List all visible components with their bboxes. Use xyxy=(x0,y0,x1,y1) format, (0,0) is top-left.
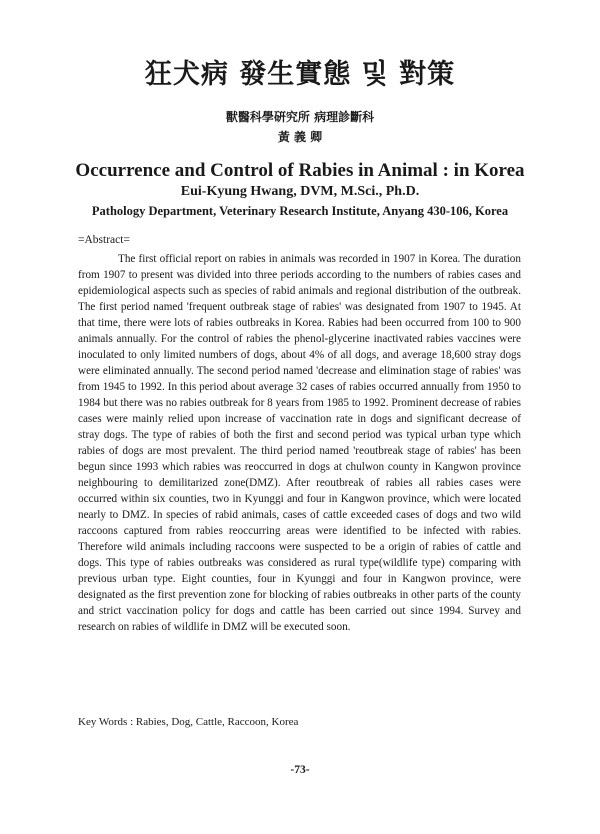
english-author: Eui-Kyung Hwang, DVM, M.Sci., Ph.D. xyxy=(180,184,420,199)
english-title: Occurrence and Control of Rabies in Animal : in Korea xyxy=(75,160,525,181)
english-affiliation: Pathology Department, Veterinary Research Institute, Anyang 430-106, Korea xyxy=(91,204,509,218)
abstract-body: The first official report on rabies in animals was recorded in 1907 in Korea. The duration from 1907 to present was divided into three periods according to the numbers of rabies cases and epidemiological aspects such as species of rabid animals and regional distribution of the outbreak. The first period named 'frequent outbreak stage of rabies' was designated from 1907 to 1945. At that time, there were lots of rabies outbreaks in Korea. Rabies had been occurred from 100 to 900 animals annually. For the control of rabies the phenol-glycerine inactivated rabies vaccines were inoculated to only limited numbers of dogs, about 4% of all dogs, and average 18,600 stray dogs were eliminated annually. The second period named 'decrease and elimination stage of rabies' was from 1945 to 1992. In this period about average 32 cases of rabies occurred annually from 1950 to 1984 but there was no rabies outbreak for 8 years from 1985 to 1992. Prominent decrease of rabies cases were mainly relied upon increase of vaccination rate in dogs and significant decrease of stray dogs. The type of rabies of both the first and second period was typical urban type which rabies of dogs are most prevalent. The third period named 'reoutbreak stage of rabies' has been begun since 1993 which rabies was reoccurred in dogs at chulwon county in Kangwon province neighbouring to demilitarized zone(DMZ). After reoutbreak of rabies all rabies cases were occurred within six counties, two in Kyunggi and four in Kangwon province, which were located nearly to DMZ. In species of rabid animals, cases of cattle exceeded cases of dogs and two wild raccoons captured from rabies reoccurring areas were identified to be infected with rabies. Therefore wild animals including raccoons were suspected to be a origin of rabies of cattle and dogs. This type of rabies outbreaks was considered as rural type(wildlife type) comparing with previous urban type. Eight counties, four in Kyunggi and four in Kangwon province, were designated as the first prevention zone for blocking of rabies outbreaks in other parts of the county and strict vaccination policy for dogs and cattle has been carried out since 1994. Survey and research on rabies of wildlife in DMZ will be executed soon. xyxy=(78,253,521,633)
korean-author: 黃 義 卿 xyxy=(277,130,323,144)
abstract-heading: =Abstract= xyxy=(78,234,130,246)
keywords: Key Words : Rabies, Dog, Cattle, Raccoon, Korea xyxy=(78,716,299,728)
page-number: -73- xyxy=(290,764,310,776)
korean-title: 狂犬病 發生實態 및 對策 xyxy=(144,59,456,90)
korean-affiliation: 獸醫科學硏究所 病理診斷科 xyxy=(225,110,375,124)
